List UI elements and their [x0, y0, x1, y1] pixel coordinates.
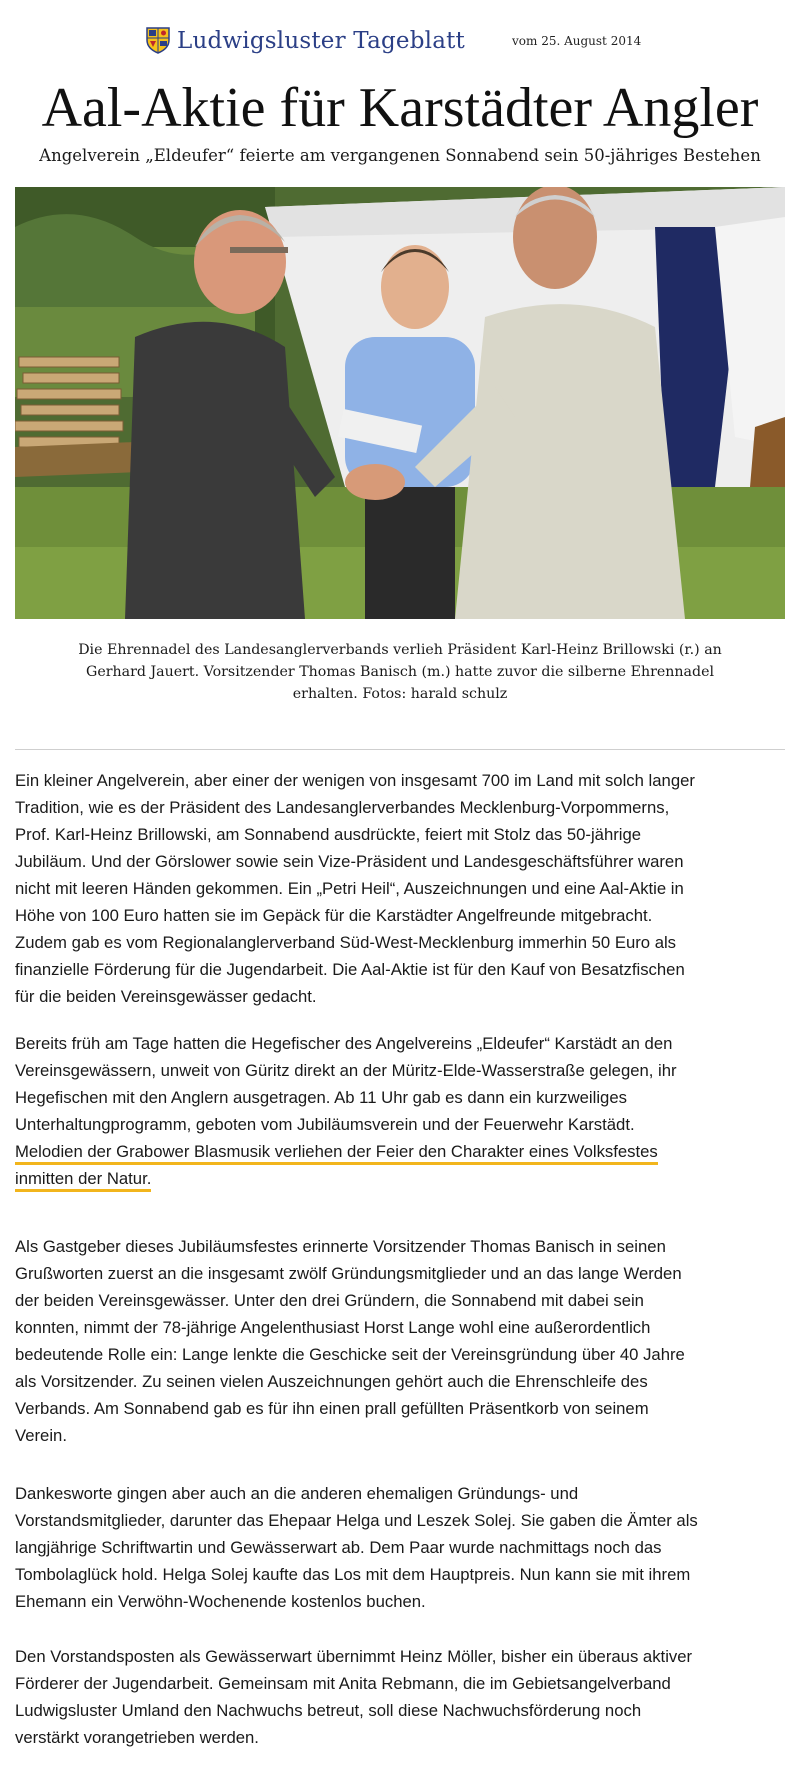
edition-date: vom 25. August 2014	[512, 34, 642, 48]
text-line: Ehemann ein Verwöhn-Wochenende kostenlos buchen.	[15, 1592, 426, 1611]
caption-line: Die Ehrennadel des Landesanglerverbands verlieh Präsident Karl-Heinz Brillowski (r.) an	[78, 642, 722, 658]
text-line: Höhe von 100 Euro hatten sie im Gepäck für die Karstädter Angelfreunde mitgebracht.	[15, 906, 653, 925]
text-line: Vereinsgewässern, unweit von Güritz direkt an der Müritz-Elde-Wasserstraße gelegen, ihr	[15, 1061, 677, 1080]
text-line: finanzielle Förderung für die Jugendarbeit. Die Aal-Aktie ist für den Kauf von Besatzfischen	[15, 960, 685, 979]
text-line: Prof. Karl-Heinz Brillowski, am Sonnabend ausdrückte, feiert mit Stolz das 50-jährige	[15, 825, 642, 844]
text-line: als Vorsitzender. Zu seinen vielen Auszeichnungen gehört auch die Ehrenschleife des	[15, 1372, 648, 1391]
paragraph-5	[15, 1643, 795, 1751]
text-line: für die beiden Vereinsgewässer gedacht.	[15, 987, 317, 1006]
paper-name: Ludwigsluster Tageblatt	[177, 28, 465, 54]
coat-of-arms-icon	[145, 26, 171, 54]
text-line: Tombolaglück hold. Helga Solej kaufte das Los mit dem Hauptpreis. Nun kann sie mit ihrem	[15, 1565, 691, 1584]
text-line: langjährige Schriftwartin und Gewässerwart ab. Dem Paar wurde nachmittags noch das	[15, 1538, 662, 1557]
text-line: konnten, nimmt der 78-jährige Angelenthusiast Horst Lange wohl eine außerordentlich	[15, 1318, 651, 1337]
highlighted-text[interactable]: Melodien der Grabower Blasmusik verliehen der Feier den Charakter eines Volksfestes	[15, 1142, 658, 1165]
paragraph-2	[15, 1030, 795, 1192]
caption-line: Gerhard Jauert. Vorsitzender Thomas Banisch (m.) hatte zuvor die silberne Ehrennadel	[85, 664, 715, 680]
text-line: Ein kleiner Angelverein, aber einer der wenigen von insgesamt 700 im Land mit solch langer	[15, 771, 695, 790]
highlighted-text[interactable]: inmitten der Natur.	[15, 1169, 151, 1192]
text-line: Zudem gab es vom Regionalanglerverband Süd-West-Mecklenburg immerhin 50 Euro als	[15, 933, 677, 952]
text-line: Verein.	[15, 1426, 67, 1445]
text-line: Unterhaltungprogramm, geboten vom Jubiläumsverein und der Feuerwehr Karstädt.	[15, 1115, 635, 1134]
paragraph-1	[15, 767, 795, 1010]
text-line: Grußworten zuerst an die insgesamt zwölf Gründungsmitglieder und an das lange Werden	[15, 1264, 682, 1283]
text-line: Dankesworte gingen aber auch an die anderen ehemaligen Gründungs- und	[15, 1484, 579, 1503]
text-line: Förderer der Jugendarbeit. Gemeinsam mit Anita Rebmann, die im Gebietsangelverband	[15, 1674, 671, 1693]
text-line: Jubiläum. Und der Görslower sowie sein Vize-Präsident und Landesgeschäftsführer waren	[15, 852, 684, 871]
text-line: Vorstandsmitglieder, darunter das Ehepaar Helga und Leszek Solej. Sie gaben die Ämter als	[15, 1511, 698, 1530]
section-divider	[15, 749, 785, 750]
article-subheadline: Angelverein „Eldeufer“ feierte am vergangenen Sonnabend sein 50-jähriges Bestehen	[39, 146, 761, 165]
article-headline: Aal-Aktie für Karstädter Angler	[41, 77, 759, 139]
text-line: nicht mit leeren Händen gekommen. Ein „Petri Heil“, Auszeichnungen und eine Aal-Aktie in	[15, 879, 684, 898]
article-photo	[15, 187, 785, 619]
text-line: Als Gastgeber dieses Jubiläumsfestes erinnerte Vorsitzender Thomas Banisch in seinen	[15, 1237, 666, 1256]
photo-caption	[30, 639, 770, 705]
paragraph-3	[15, 1233, 795, 1449]
text-line: verstärkt vorangetrieben werden.	[15, 1728, 259, 1747]
caption-line: erhalten. Fotos: harald schulz	[292, 686, 508, 702]
text-line: Hegefischen mit den Anglern ausgetragen. Ab 11 Uhr gab es dann ein kurzweiliges	[15, 1088, 627, 1107]
text-line: Ludwigsluster Umland den Nachwuchs betreut, soll diese Nachwuchsförderung noch	[15, 1701, 642, 1720]
text-line: Bereits früh am Tage hatten die Hegefischer des Angelvereins „Eldeufer“ Karstädt an den	[15, 1034, 673, 1053]
text-line: der beiden Vereinsgewässer. Unter den drei Gründern, die Sonnabend mit dabei sein	[15, 1291, 644, 1310]
text-line: Verbands. Am Sonnabend gab es für ihn einen prall gefüllten Präsentkorb von seinem	[15, 1399, 649, 1418]
paragraph-4	[15, 1480, 795, 1615]
text-line: Tradition, wie es der Präsident des Landesanglerverbandes Mecklenburg-Vorpommerns,	[15, 798, 670, 817]
text-line: Den Vorstandsposten als Gewässerwart übernimmt Heinz Möller, bisher ein überaus aktiver	[15, 1647, 693, 1666]
text-line: bedeutende Rolle ein: Lange lenkte die Geschicke seit der Vereinsgründung über 40 Jahre	[15, 1345, 685, 1364]
